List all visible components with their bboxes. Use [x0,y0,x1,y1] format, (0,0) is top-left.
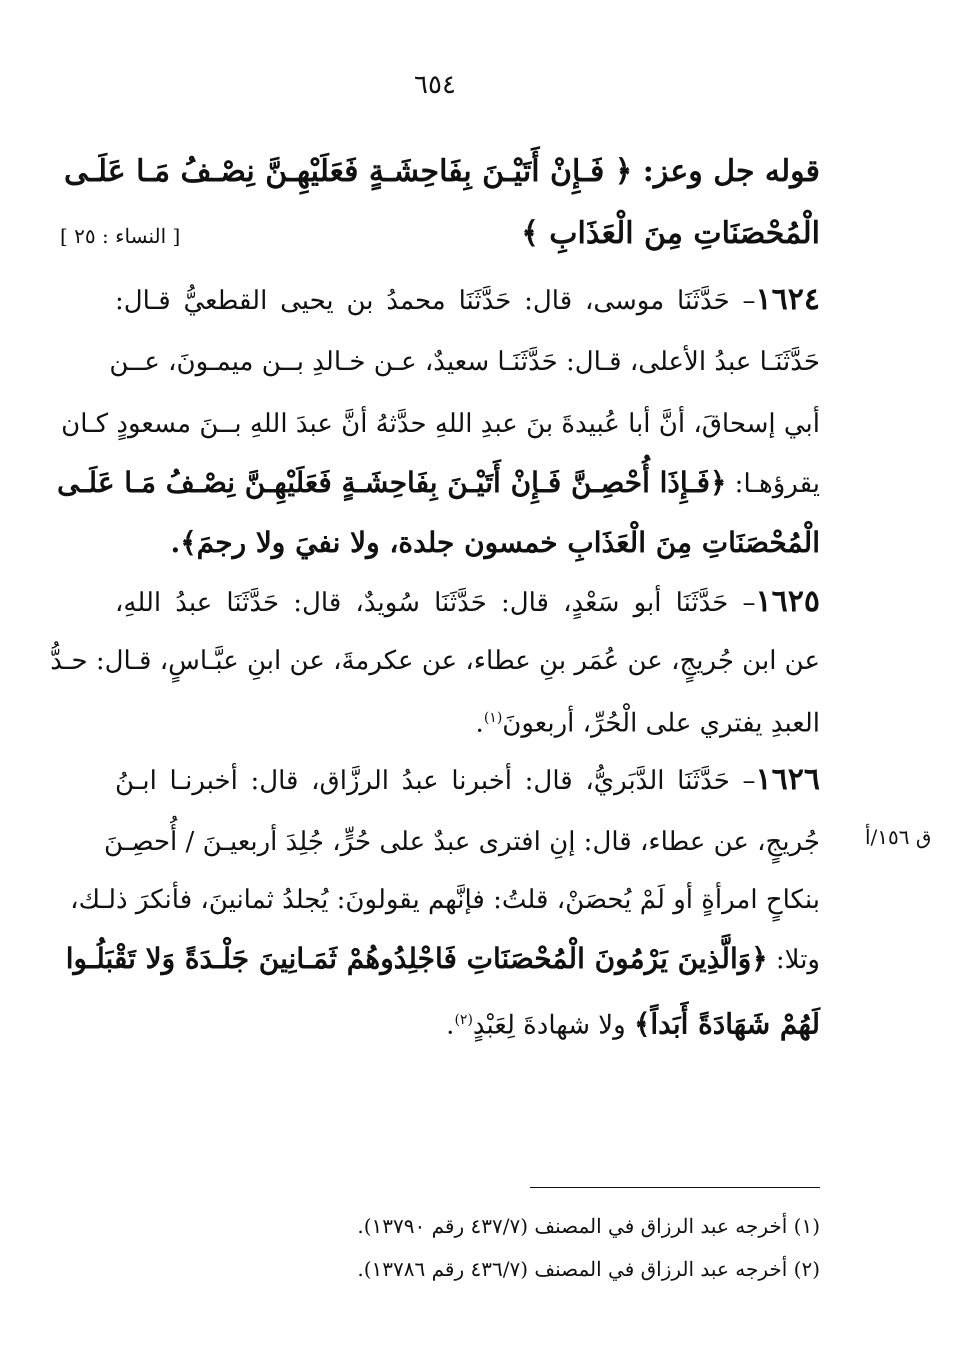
hadith-1626-line-1 [115,760,820,800]
footnote-2: (٢) أخرجه عبد الرزاق في المصنف (٤٣٦/٧ رقم ١٣٧٨٦). [357,1257,820,1281]
footnote-1: (١) أخرجه عبد الرزاق في المصنف (٤٣٧/٧ رقم ١٣٧٩٠). [357,1214,820,1238]
hadith-1624-line-1 [115,280,820,320]
footnote-separator [530,1187,820,1188]
footnote-ref-2: (٢) [454,1012,473,1028]
manuscript-folio-note: ق ١٥٦/أ [865,825,932,849]
hadith-text: ولا شهادةَ لِعَبْدٍ [472,1010,634,1041]
hadith-number: ١٦٢٤ [755,282,820,317]
hadith-number: ١٦٢٦ [755,762,820,797]
hadith-1624-line-2: حَدَّثَنَـا عبدُ الأعلى، قـال: حَدَّثَنَـا سعيدٌ، عـن خـالدِ بــن ميمـونَ، عــن [109,347,820,377]
hadith-text: يقرؤهـا: [726,469,820,499]
hadith-1626-line-2: جُريجٍ، عن عطاء، قال: إنِ افترى عبدٌ على حُرٍّ، جُلِدَ أربعيـنَ / أُحصِـنَ [104,827,820,857]
hadith-text: وتلا: [767,945,820,975]
heading-line-1: قوله جل وعز: ﴿ فَـإِنْ أَتَيْـنَ بِفَاحِشَـةٍ فَعَلَيْهِـنَّ نِصْـفُ مَـا عَلَـى [64,154,820,189]
hadith-text: – حَدَّثَنَا أبو سَعْدٍ، قال: حَدَّثَنَا سُويدٌ، قال: حَدَّثَنَا عبدُ اللهِ، [115,588,756,618]
hadith-1625-line-1 [115,582,820,622]
quran-quote: ﴿وَالَّذِينَ يَرْمُونَ الْمُحْصَنَاتِ فَاجْلِدُوهُمْ ثَمَـانِينَ جَلْـدَةً وَلا تَقْبَلُـوا [65,942,768,975]
hadith-text: – حَدَّثَنَا الدَّبَريُّ، قال: أخبرنا عبدُ الرزَّاق، قال: أخبرنـا ابـنُ [115,766,756,796]
period: . [446,1010,455,1041]
quran-quote: لَهُمْ شَهَادَةً أَبَداً﴾ [633,1007,820,1041]
hadith-text: العبدِ يفتري على الْحُرِّ، أربعونَ [502,708,820,739]
quran-quote: ﴿فَـإِذَا أُحْصِـنَّ فَـإِنْ أَتَيْـنَ بِفَاحِشَـةٍ فَعَلَيْهِـنَّ نِصْـفُ مَـا عَلَـى [57,466,727,499]
hadith-text: – حَدَّثَنَا موسى، قال: حَدَّثَنَا محمدُ بن يحيى القطعيُّ قـال: [115,286,756,316]
verse-reference: [ النساء : ٢٥ ] [60,224,181,248]
page-number: ٦٥٤ [414,70,456,100]
hadith-1626-line-3: بنكاحٍ امرأةٍ أو لَمْ يُحصَنْ، قلتُ: فإنَّهم يقولونَ: يُجلدُ ثمانينَ، فأنكرَ ذلـك، [70,885,820,915]
hadith-1624-line-3: أبي إسحاقَ، أنَّ أبا عُبيدةَ بنَ عبدِ اللهِ حدَّثهُ أنَّ عبدَ اللهِ بــنَ مسعودٍ كـان [61,409,820,439]
hadith-1625-line-3 [115,698,820,738]
hadith-number: ١٦٢٥ [755,584,820,619]
hadith-1624-line-5: الْمُحْصَنَاتِ مِنَ الْعَذَابِ خمسون جلدة، ولا نفيَ ولا رجمَ﴾. [170,526,820,559]
hadith-1625-line-2: عن ابن جُريجٍ، عن عُمَر بنِ عطاء، عن عكرمةَ، عن ابنِ عبَّـاسٍ، قـال: حـدُّ [50,646,820,676]
hadith-1626-line-5 [115,1000,820,1040]
period: . [475,708,484,739]
footnote-ref-1: (١) [483,710,503,726]
heading-line-2: الْمُحْصَنَاتِ مِنَ الْعَذَابِ ﴾ [521,216,820,251]
hadith-1624-line-4 [57,463,820,503]
hadith-1626-line-4 [65,939,820,979]
